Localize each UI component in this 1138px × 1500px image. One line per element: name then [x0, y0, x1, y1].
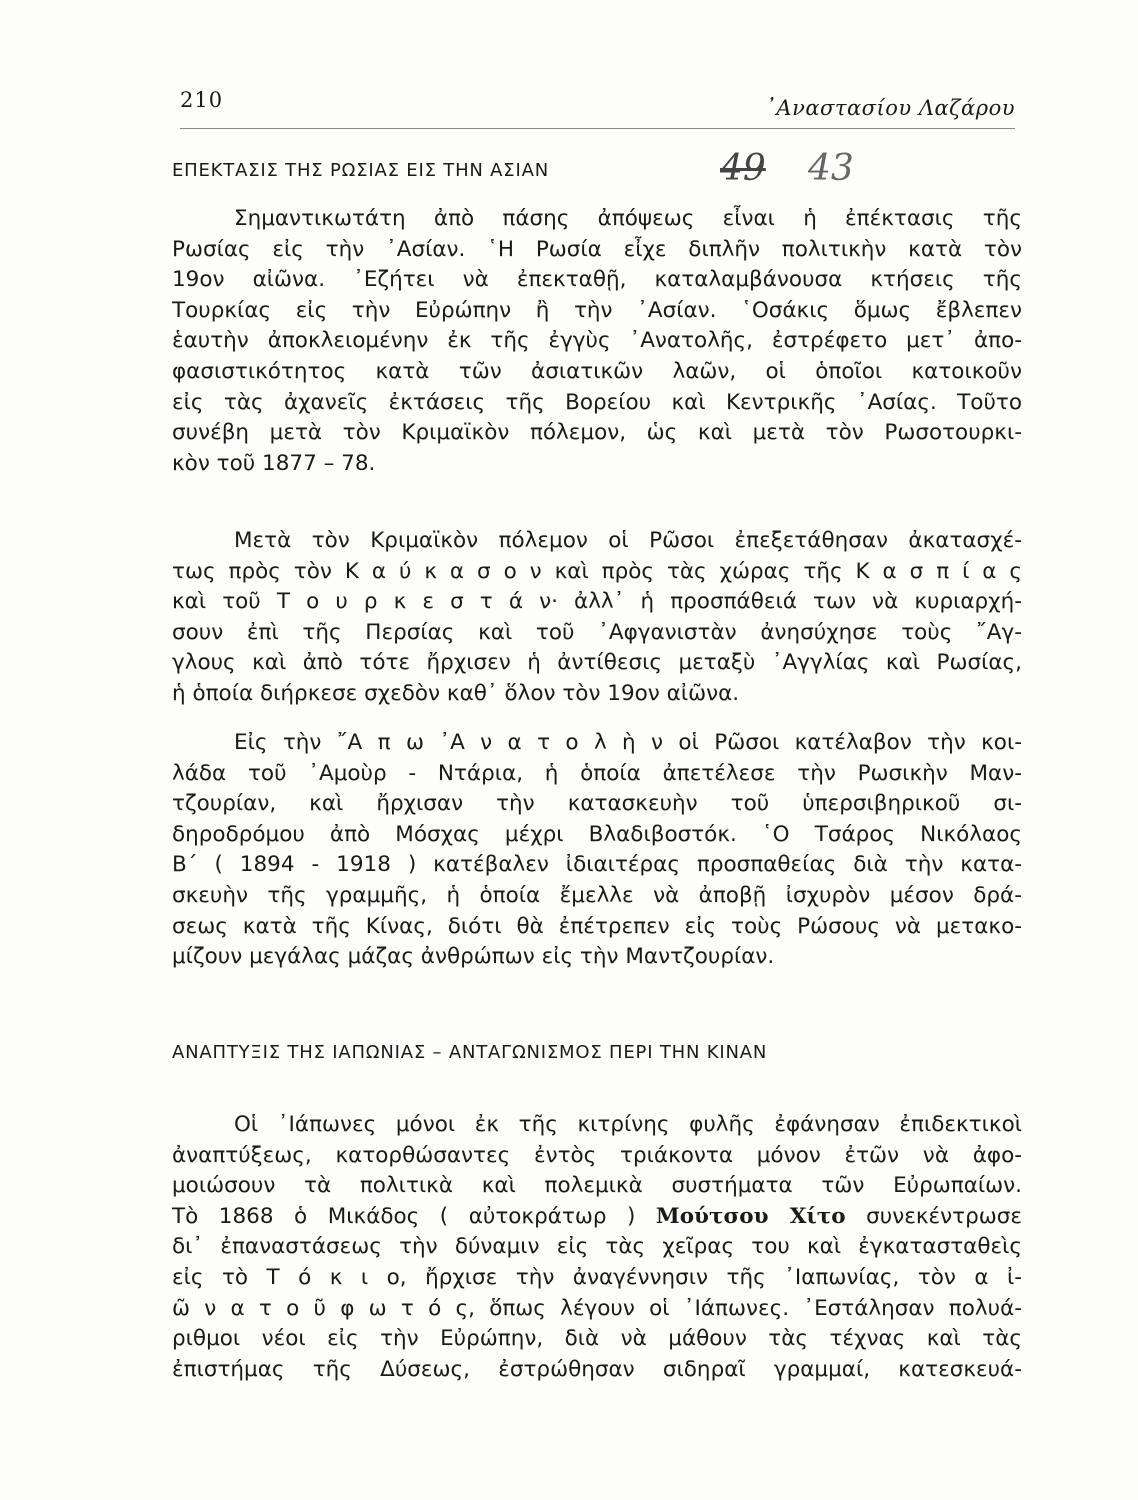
- text-line: μοιώσουν τὰ πολιτικὰ καὶ πολεμικὰ συστήματα τῶν Εὐρωπαίων.: [172, 1173, 1022, 1199]
- handwritten-annotation: [720, 148, 890, 198]
- paragraph-crimean-war: [172, 526, 1022, 710]
- text-line: Τουρκίας εἰς τὴν Εὐρώπην ἢ τὴν ᾿Ασίαν. ῾Οσάκις ὅμως ἔβλεπεν: [172, 297, 1022, 323]
- text-line: Οἱ ᾿Ιάπωνες μόνοι ἐκ τῆς κιτρίνης φυλῆς ἐφάνησαν ἐπιδεκτικοὶ: [234, 1112, 1022, 1137]
- handwritten-page-number: 43: [808, 148, 854, 189]
- text-line: Β΄ ( 1894 - 1918 ) κατέβαλεν ἰδιαιτέρας προσπαθείας διὰ τὴν κατα-: [172, 852, 1022, 878]
- text-line: λάδα τοῦ ᾿Αμοὺρ - Ντάρια, ἡ ὁποία ἀπετέλεσε τὴν Ρωσικὴν Μαν-: [172, 760, 1022, 786]
- text-line: κὸν τοῦ 1877 – 78.: [172, 450, 376, 476]
- text-line: ἀναπτύξεως, κατορθώσαντες ἐντὸς τριάκοντα μόνον ἐτῶν νὰ ἀφο-: [172, 1142, 1022, 1168]
- paragraph-russia-expansion: [172, 204, 1022, 479]
- struck-page-number: 49: [720, 148, 766, 189]
- text-line: ῶ ν α τ ο ῦ φ ω τ ό ς, ὅπως λέγουν οἱ ᾿Ιάπωνες. ᾿Εστάλησαν πολυά-: [172, 1295, 1022, 1321]
- text-line: σκευὴν τῆς γραμμῆς, ἡ ὁποία ἔμελλε νὰ ἀποβῇ ἰσχυρὸν μέσον δρά-: [172, 882, 1022, 908]
- paragraph-japan-development: [172, 1110, 1022, 1385]
- running-head: [180, 88, 1015, 124]
- text-line: μίζουν μεγάλας μάζας ἀνθρώπων εἰς τὴν Μαντζουρίαν.: [172, 944, 775, 970]
- emperor-name: Μούτσου Χίτο: [655, 1203, 846, 1229]
- text-line: εἰς τὸ Τ ό κ ι ο, ἤρχισε τὴν ἀναγέννησιν τῆς ᾿Ιαπωνίας, τὸν α ἰ-: [172, 1264, 1022, 1290]
- text-line: συνέβη μετὰ τὸν Κριμαϊκὸν πόλεμον, ὡς καὶ μετὰ τὸν Ρωσοτουρκι-: [172, 420, 1022, 446]
- text-line: ἡ ὁποία διήρκεσε σχεδὸν καθ᾿ ὅλον τὸν 19ον αἰῶνα.: [172, 680, 740, 706]
- text-line: σουν ἐπὶ τῆς Περσίας καὶ τοῦ ᾿Αφγανιστὰν ἀνησύχησε τοὺς ῎Αγ-: [172, 619, 1022, 645]
- paragraph-far-east: [172, 728, 1022, 973]
- text-line: δι᾿ ἐπαναστάσεως τὴν δύναμιν εἰς τὰς χεῖρας του καὶ ἐγκατασταθεὶς: [172, 1234, 1022, 1260]
- text-line: 19ον αἰῶνα. ᾿Εζήτει νὰ ἐπεκταθῇ, καταλαμβάνουσα κτήσεις τῆς: [172, 267, 1022, 293]
- text-line: Μετὰ τὸν Κριμαϊκὸν πόλεμον οἱ Ρῶσοι ἐπεξετάθησαν ἀκατασχέ-: [234, 528, 1022, 553]
- text-line-with-name: [172, 1202, 1022, 1233]
- text-line: φασιστικότητος κατὰ τῶν ἀσιατικῶν λαῶν, οἱ ὁποῖοι κατοικοῦν: [172, 358, 1022, 384]
- text-line: σεως κατὰ τῆς Κίνας, διότι θὰ ἐπέτρεπεν εἰς τοὺς Ρώσους νὰ μετακο-: [172, 913, 1022, 939]
- text-line: γλους καὶ ἀπὸ τότε ἤρχισεν ἡ ἀντίθεσις μεταξὺ ᾿Αγγλίας καὶ Ρωσίας,: [172, 650, 1022, 676]
- text-segment: συνεκέντρωσε: [866, 1203, 1022, 1229]
- text-line: Εἰς τὴν ῎Α π ω ᾿Α ν α τ ο λ ὴ ν οἱ Ρῶσοι κατέλαβον τὴν κοι-: [234, 730, 1022, 755]
- page-number: 210: [180, 88, 224, 112]
- text-line: τως πρὸς τὸν Κ α ύ κ α σ ο ν καὶ πρὸς τὰς χώρας τῆς Κ α σ π ί α ς: [172, 558, 1022, 584]
- header-rule: [180, 128, 1015, 129]
- section-heading-japan: ΑΝΑΠΤΥΞΙΣ ΤΗΣ ΙΑΠΩΝΙΑΣ – ΑΝΤΑΓΩΝΙΣΜΟΣ ΠΕΡΙ ΤΗΝ ΚΙΝΑΝ: [172, 1042, 768, 1063]
- text-line: ριθμοι νέοι εἰς τὴν Εὐρώπην, διὰ νὰ μάθουν τὰς τέχνας καὶ τὰς: [172, 1326, 1022, 1352]
- text-line: εἰς τὰς ἀχανεῖς ἐκτάσεις τῆς Βορείου καὶ Κεντρικῆς ᾿Ασίας. Τοῦτο: [172, 389, 1022, 415]
- text-line: Σημαντικωτάτη ἀπὸ πάσης ἀπόψεως εἶναι ἡ ἐπέκτασις τῆς: [234, 206, 1022, 231]
- running-title: ᾿Αναστασίου Λαζάρου: [765, 96, 1015, 120]
- text-line: ἑαυτὴν ἀποκλειομένην ἐκ τῆς ἐγγὺς ᾿Ανατολῆς, ἐστρέφετο μετ᾿ ἀπο-: [172, 328, 1022, 354]
- text-line: τζουρίαν, καὶ ἤρχισαν τὴν κατασκευὴν τοῦ ὑπερσιβηρικοῦ σι-: [172, 791, 1022, 817]
- text-line: ἐπιστήμας τῆς Δύσεως, ἐστρώθησαν σιδηραῖ γραμμαί, κατεσκευά-: [172, 1356, 1022, 1382]
- text-line: Ρωσίας εἰς τὴν ᾿Ασίαν. ῾Η Ρωσία εἶχε διπλῆν πολιτικὴν κατὰ τὸν: [172, 236, 1022, 262]
- section-heading-russia: ΕΠΕΚΤΑΣΙΣ ΤΗΣ ΡΩΣΙΑΣ ΕΙΣ ΤΗΝ ΑΣΙΑΝ: [172, 160, 549, 181]
- text-line: καὶ τοῦ Τ ο υ ρ κ ε σ τ ά ν· ἀλλ᾿ ἡ προσπάθειά των νὰ κυριαρχή-: [172, 589, 1022, 615]
- text-segment: Τὸ 1868 ὁ Μικάδος ( αὐτοκράτωρ ): [172, 1203, 636, 1229]
- text-line: δηροδρόμου ἀπὸ Μόσχας μέχρι Βλαδιβοστόκ. ῾Ο Τσάρος Νικόλαος: [172, 821, 1022, 847]
